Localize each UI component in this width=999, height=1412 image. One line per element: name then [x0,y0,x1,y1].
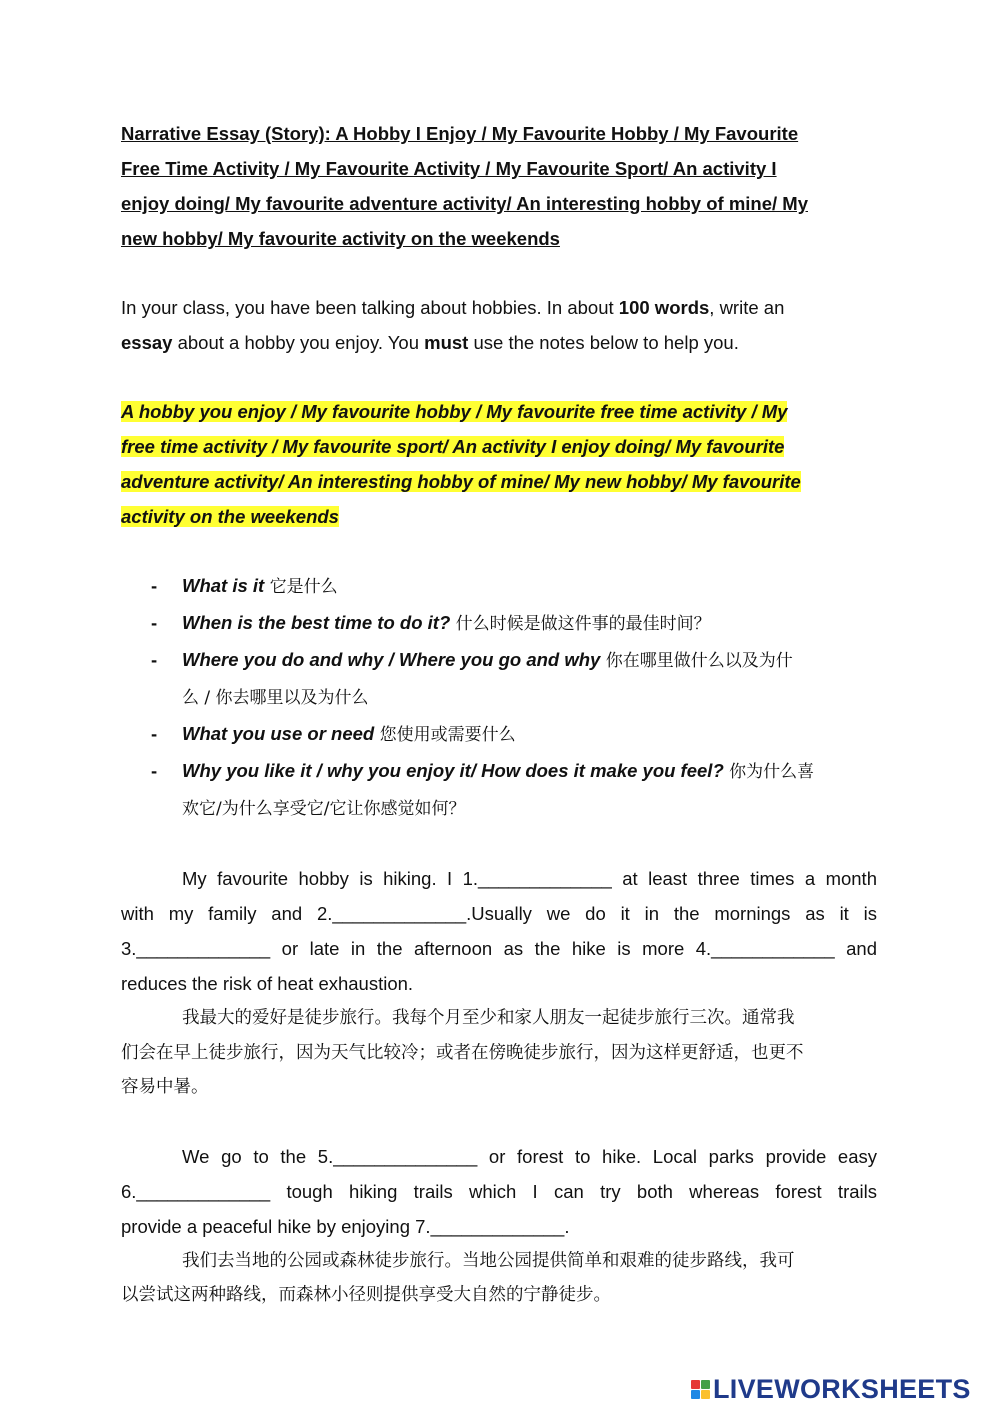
note-chinese-cont: 么 / 你去哪里以及为什么 [182,688,369,708]
worksheet-page [121,116,877,1313]
essay-title [121,116,877,256]
logo-square [691,1380,700,1389]
bullet-dash: - [151,575,158,596]
title-line: enjoy doing/ My favourite adventure activity/ An interesting hobby of mine/ My [121,193,808,214]
note-chinese: 您使用或需要什么 [374,725,516,745]
logo-square [701,1380,710,1389]
topic-line: activity on the weekends [121,506,339,527]
passage-line: My favourite hobby is hiking. I 1._____________ at least three times a month [182,868,877,889]
note-chinese: 它是什么 [264,577,338,597]
title-line: new hobby/ My favourite activity on the weekends [121,228,560,249]
logo-text: LIVEWORKSHEETS [713,1373,971,1404]
passage-2 [121,1139,877,1244]
note-english: What you use or need [182,723,375,744]
translation-1 [121,1001,877,1105]
note-chinese: 你在哪里做什么以及为什 [600,651,793,671]
bullet-dash: - [151,760,158,781]
translation-line: 我最大的爱好是徒步旅行。我每个月至少和家人朋友一起徒步旅行三次。通常我 [182,1008,795,1028]
list-item [121,568,877,605]
bullet-dash: - [151,723,158,744]
topic-line: free time activity / My favourite sport/ An activity I enjoy doing/ My favourite [121,436,785,457]
instructions [121,290,877,360]
passage-line: 3._____________ or late in the afternoon as the hike is more 4.____________ and [121,938,877,959]
topic-line: A hobby you enjoy / My favourite hobby / My favourite free time activity / My [121,401,788,422]
passage-1 [121,861,877,1001]
liveworksheets-logo [691,1369,971,1409]
translation-line: 容易中暑。 [121,1077,209,1097]
list-item [121,642,877,716]
note-english: What is it [182,575,265,596]
note-chinese-cont: 欢它/为什么享受它/它让你感觉如何？ [182,799,466,819]
topic-highlight [121,394,877,534]
list-item [121,716,877,753]
list-item [121,753,877,827]
passage-line: 6._____________ tough hiking trails which I can try both whereas forest trails [121,1180,877,1202]
list-item [121,605,877,642]
topic-line: adventure activity/ An interesting hobby of mine/ My new hobby/ My favourite [121,471,801,492]
notes-list [121,568,877,827]
translation-line: 们会在早上徒步旅行，因为天气比较冷；或者在傍晚徒步旅行，因为这样更舒适，也更不 [121,1042,804,1063]
note-english: When is the best time to do it? [182,612,451,633]
translation-line: 以尝试这两种路线，而森林小径则提供享受大自然的宁静徒步。 [121,1285,611,1305]
note-chinese: 你为什么喜 [723,762,815,782]
passage-line: We go to the 5.______________ or forest to hike. Local parks provide easy [182,1145,877,1167]
title-line: Narrative Essay (Story): A Hobby I Enjoy / My Favourite Hobby / My Favourite [121,123,799,144]
logo-square [691,1390,700,1399]
passage-line: reduces the risk of heat exhaustion. [121,973,414,994]
translation-line: 我们去当地的公园或森林徒步旅行。当地公园提供简单和艰难的徒步路线，我可 [182,1250,795,1271]
note-chinese: 什么时候是做这件事的最佳时间？ [450,614,711,634]
logo-square [701,1390,710,1399]
passage-line: with my family and 2._____________.Usually we do it in the mornings as it is [121,903,877,924]
bullet-dash: - [151,649,158,670]
passage-line: provide a peaceful hike by enjoying 7._____________. [121,1215,570,1237]
note-english: Why you like it / why you enjoy it/ How does it make you feel? [182,760,724,781]
logo-icon [691,1380,710,1399]
instruction-line-1: In your class, you have been talking about hobbies. In about 100 words, write an [121,297,785,318]
translation-2 [121,1244,877,1313]
instruction-line-2: essay about a hobby you enjoy. You must use the notes below to help you. [121,332,739,353]
bullet-dash: - [151,612,158,633]
title-line: Free Time Activity / My Favourite Activity / My Favourite Sport/ An activity I [121,158,777,179]
note-english: Where you do and why / Where you go and why [182,649,601,670]
